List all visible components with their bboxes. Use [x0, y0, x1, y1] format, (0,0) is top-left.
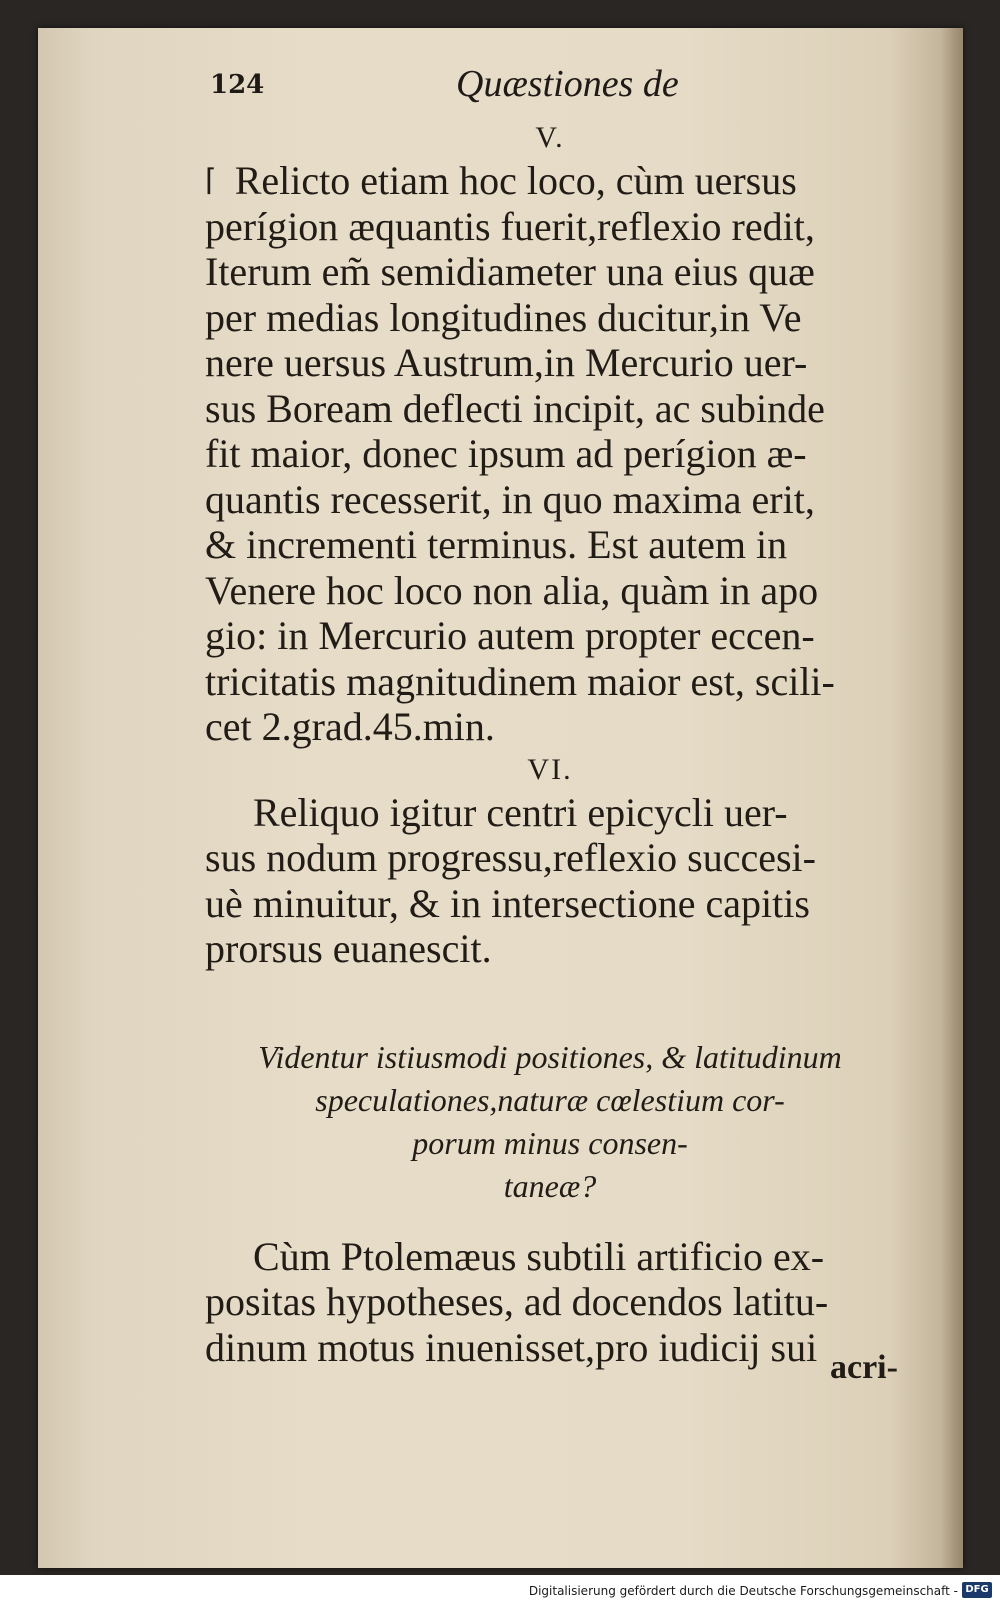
text-line: cet 2.grad.45.min. [205, 704, 495, 749]
text-line: sus nodum progressu,reflexio succesi- [205, 835, 816, 880]
page-number: 124 [210, 70, 265, 100]
text-line: per medias longitudines ducitur,in Ve [205, 294, 802, 340]
section-number-v: V. [535, 121, 565, 154]
text-line: & incrementi terminus. Est autem in [205, 522, 788, 567]
text-line: uè minuitur, & in intersectione capitis [205, 880, 810, 926]
page-header [210, 62, 860, 122]
text-line: quantis recesserit, in quo maxima erit, [205, 476, 815, 522]
text-line: dinum motus inuenisset,pro iudicij sui [205, 1324, 818, 1370]
paragraph-v [205, 158, 895, 750]
text-line: Reliquo igitur centri epicycli uer- [253, 789, 788, 835]
page-gutter-shadow [941, 28, 963, 1568]
running-head: Quæstiones de [456, 63, 679, 105]
text-line: tricitatis magnitudinem maior est, scili- [205, 658, 835, 704]
paragraph-vi [205, 790, 895, 972]
section-number-vi: VI. [527, 752, 573, 786]
text-line: positas hypotheses, ad docendos latitu- [205, 1279, 829, 1324]
text-line: gio: in Mercurio autem propter eccen- [205, 613, 815, 658]
question-line: taneæ? [503, 1167, 597, 1204]
text-line: Cùm Ptolemæus subtili artificio ex- [253, 1233, 825, 1279]
question-line: speculationes,naturæ cœlestium cor- [315, 1081, 785, 1118]
question-line: Videntur istiusmodi positiones, & latitudinum [258, 1038, 842, 1075]
text-line: nere uersus Austrum,in Mercurio uer- [205, 340, 808, 385]
text-line: perígion æquantis fuerit,reflexio redit, [205, 203, 815, 249]
text-line: Venere hoc loco non alia, quàm in apo [205, 567, 819, 613]
text-line: sus Boream deflecti incipit, ac subinde [205, 385, 825, 431]
text-line: ⌈ Relicto etiam hoc loco, cùm uersus [205, 158, 797, 203]
text-line: fit maior, donec ipsum ad perígion æ- [205, 431, 807, 476]
dfg-logo: DFG [962, 1582, 992, 1598]
footer [0, 1578, 1000, 1607]
paragraph-mark-icon: ⌈ [205, 163, 217, 198]
text-block [205, 118, 895, 1370]
question-heading [205, 1036, 895, 1208]
catchword: acri- [830, 1349, 898, 1386]
answer-paragraph [205, 1234, 895, 1371]
text-line: Iterum em̃ semidiameter una eius quæ [205, 249, 815, 294]
text-line: prorsus euanescit. [205, 926, 492, 971]
question-line: porum minus consen- [412, 1124, 688, 1161]
funding-credit: Digitalisierung gefördert durch die Deutsche Forschungsgemeinschaft - [528, 1584, 958, 1598]
